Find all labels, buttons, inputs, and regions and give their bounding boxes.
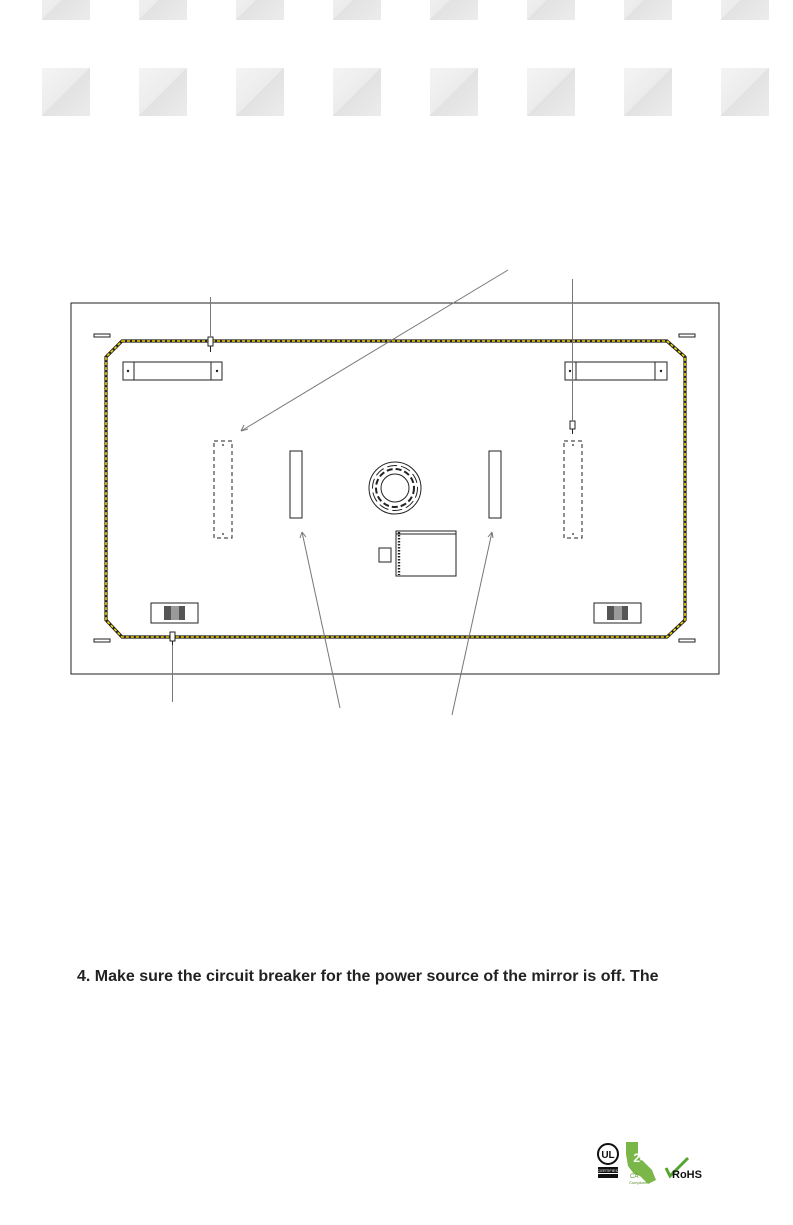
touch-switch-right <box>594 603 641 623</box>
ul-logo <box>597 1144 618 1178</box>
sensor-mark-bottom <box>170 632 175 645</box>
ca-label: CA <box>630 1174 639 1180</box>
leader-line <box>452 532 492 715</box>
dashed-mounting-zone-right <box>564 441 582 538</box>
power-driver-box <box>396 531 456 576</box>
ca-number: 24 <box>633 1151 647 1165</box>
mounting-strip-right <box>489 451 501 518</box>
ul-certified-text: CERTIFIED <box>597 1168 619 1173</box>
dashed-mounting-zone-left <box>214 441 232 538</box>
touch-switch-left <box>151 603 198 623</box>
led-strip <box>106 341 685 637</box>
connector-block <box>379 548 391 562</box>
corner-slot <box>94 639 110 642</box>
ca-sub: Compliant <box>629 1180 648 1185</box>
speaker-icon <box>369 462 421 514</box>
leader-line <box>241 270 508 431</box>
sensor-mark-right <box>570 421 575 434</box>
sensor-mark-top <box>208 337 213 352</box>
ca-title24-logo <box>626 1142 656 1185</box>
corner-slot <box>679 334 695 337</box>
mounting-strip-left <box>290 451 302 518</box>
corner-slot <box>679 639 695 642</box>
step-instruction: 4. Make sure the circuit breaker for the power source of the mirror is off. The <box>77 968 659 985</box>
hanging-bracket-left <box>123 362 222 380</box>
rohs-logo <box>666 1158 702 1181</box>
leader-line <box>302 532 340 708</box>
ul-logo-text: UL <box>601 1150 615 1161</box>
rohs-text: RoHS <box>672 1169 702 1181</box>
led-strip-inner <box>106 341 685 637</box>
corner-slot <box>94 334 110 337</box>
hanging-bracket-right <box>565 362 667 380</box>
certification-logos <box>594 1140 724 1190</box>
